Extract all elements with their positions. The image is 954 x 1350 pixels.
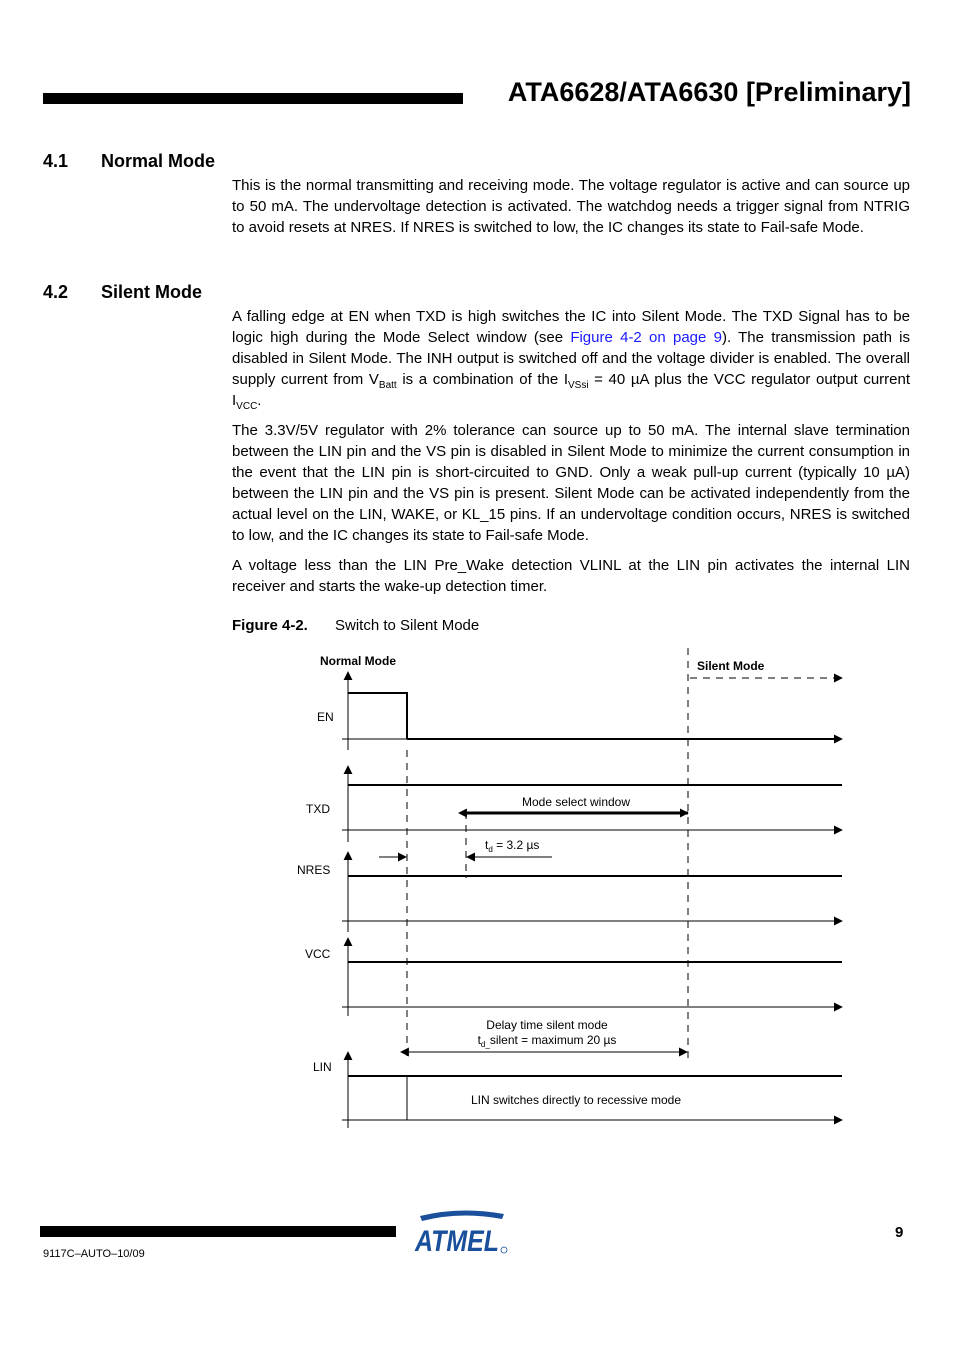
figure-label: Figure 4-2.: [232, 617, 308, 634]
delay-label-line1: Delay time silent mode: [486, 1018, 608, 1032]
timing-diagram: [0, 640, 954, 1140]
paragraph: The 3.3V/5V regulator with 2% tolerance can source up to 50 mA. The internal slave termination between the LIN pin and the VS pin is disabled in Silent Mode to minimize the current consumption in the event that the LIN pin is short-circuited to GND. Only a weak pull-up current (typically 10 µA) between the LIN pin and the VS pin is present. Silent Mode can be activated independently from the actual level on the LIN, WAKE, or KL_15 pins. If an undervoltage condition occurs, NRES is switched to low, and the IC changes its state to Fail-safe Mode.: [232, 422, 910, 544]
lin-note: LIN switches directly to recessive mode: [470, 1093, 682, 1107]
signal-label-vcc: VCC: [305, 947, 331, 961]
svg-text:ATMEL: ATMEL: [414, 1225, 499, 1258]
atmel-logo: [412, 1208, 510, 1258]
silent-mode-label: Silent Mode: [697, 659, 765, 673]
header-bar: [43, 93, 463, 104]
page-number: 9: [895, 1224, 904, 1241]
delay-label-line2: $t_{d\_}silent$ = maximum 20 µs: [477, 1033, 617, 1049]
figure-caption: Switch to Silent Mode: [335, 617, 480, 634]
normal-mode-label: Normal Mode: [320, 654, 397, 668]
paragraph: This is the normal transmitting and receiving mode. The voltage regulator is active and can source up to 50 mA. The undervoltage detection is activated. The watchdog needs a trigger signal from NTRIG to avoid resets at NRES. If NRES is switched to low, the IC changes its state to Fail-safe Mode.: [232, 177, 910, 236]
mode-select-window-label: Mode select window: [521, 795, 631, 809]
section-title: Normal Mode: [101, 151, 216, 171]
figure-link[interactable]: Figure 4-2 on page 9: [570, 329, 722, 346]
paragraph: A falling edge at EN when TXD is high switches the IC into Silent Mode. The TXD Signal has to be logic high during the Mode Select window (see Figure 4-2 on page 9). The transmission path is disabled in Silent Mode. The INH output is switched off and the voltage divider is enabled. The overall supply current from $V_{Batt}$ is a combination of the $I_{VSsi} = 40$ µA plus the VCC regulator output current $I_{VCC}$.: [232, 308, 911, 412]
signal-label-en: EN: [317, 710, 334, 724]
section-number: 4.2: [43, 282, 69, 302]
paragraph: A voltage less than the LIN Pre_Wake detection VLINL at the LIN pin activates the internal LIN receiver and starts the wake-up detection timer.: [232, 557, 910, 595]
en-waveform: [348, 693, 407, 739]
signal-label-nres: NRES: [297, 863, 331, 877]
signal-label-txd: TXD: [306, 802, 330, 816]
section-number: 4.1: [43, 151, 69, 171]
section-title: Silent Mode: [101, 282, 203, 302]
td-label: $t_d = 3.2$ µs: [485, 838, 540, 854]
signal-label-lin: LIN: [313, 1060, 332, 1074]
footer-bar: [40, 1226, 396, 1237]
page-title: ATA6628/ATA6630 [Preliminary]: [507, 77, 911, 107]
document-code: 9117C–AUTO–10/09: [43, 1248, 145, 1260]
